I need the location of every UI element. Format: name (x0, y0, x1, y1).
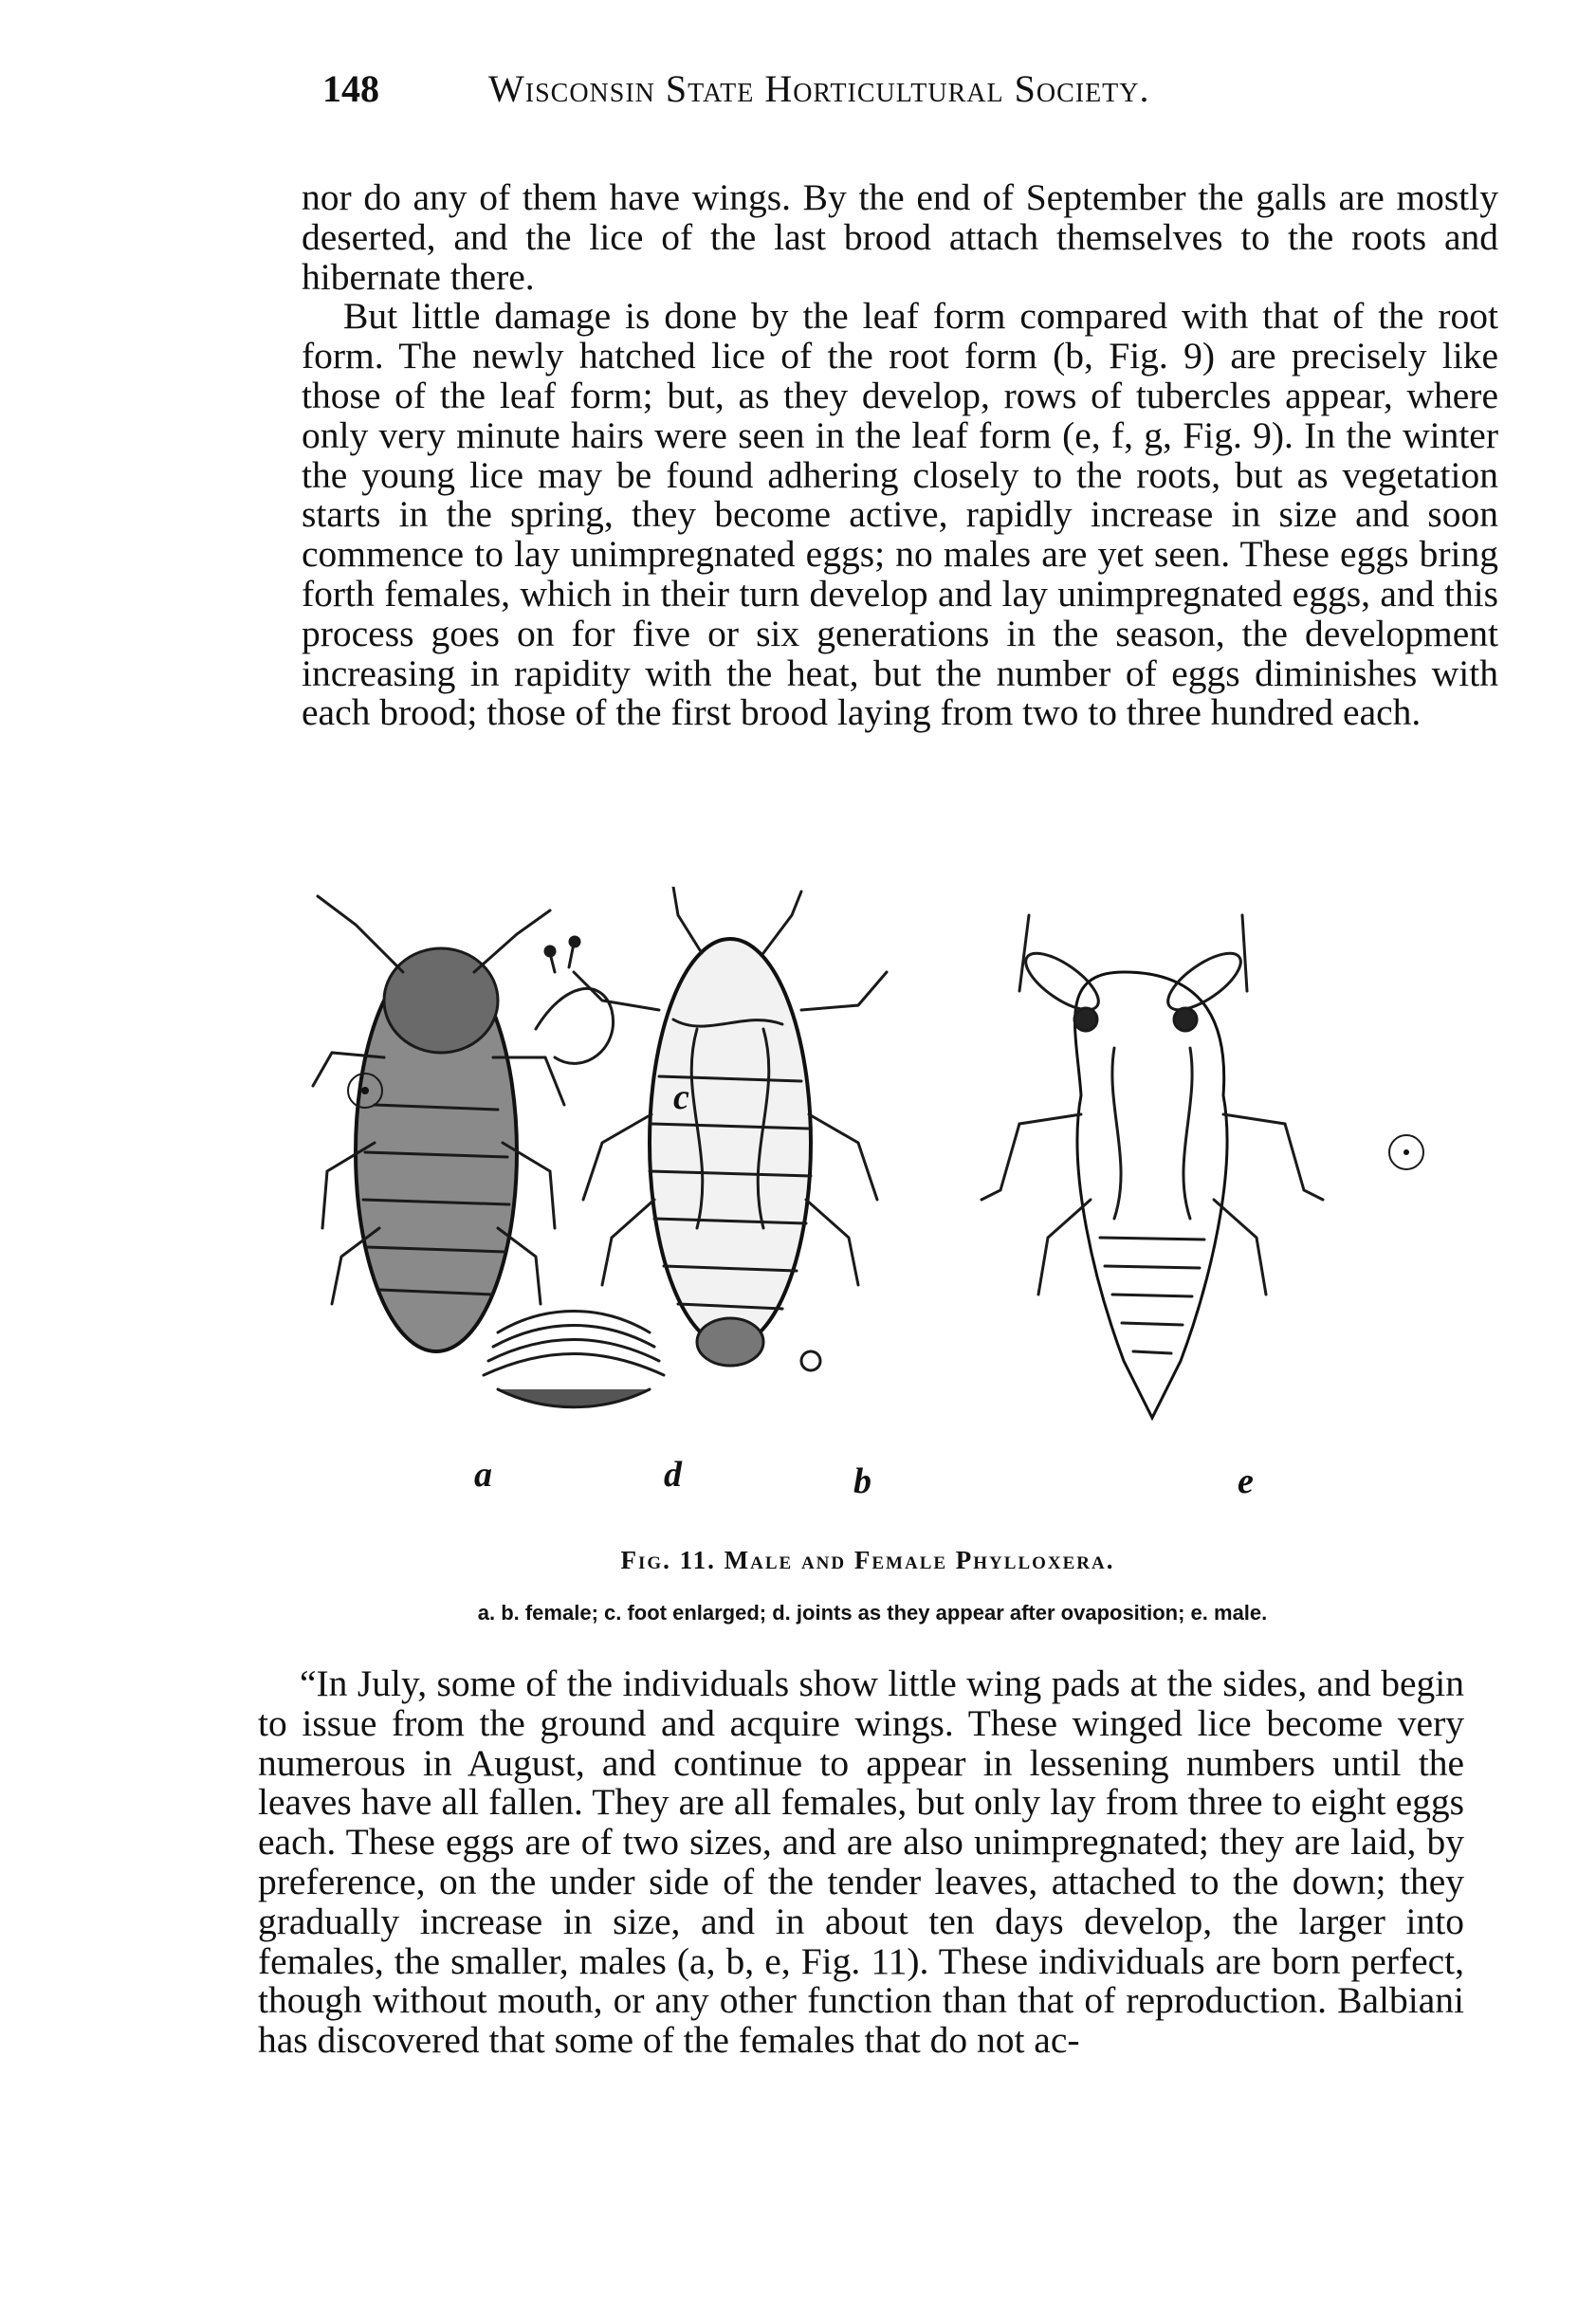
figure-subcaption: a. b. female; c. foot enlarged; d. joints as they appear after ovaposition; e. male. (477, 1601, 1268, 1625)
figure-d-joints (484, 1312, 664, 1407)
page-number: 148 (322, 67, 379, 110)
figure-label-d: d (664, 1455, 682, 1495)
insect-a-female (313, 896, 564, 1351)
insect-b-female (574, 887, 887, 1370)
figure-label-c: c (673, 1077, 689, 1117)
figure-label-a: a (474, 1455, 492, 1495)
paragraph-1: nor do any of them have wings. By the end of September the galls are mostly deserted, and the lice of the last brood attach themselves to the roots and hibernate there. (302, 176, 1498, 298)
paragraph-2: But little damage is done by the leaf form compared with that of the root form. The newly hatched lice of the root form (b, Fig. 9) are precisely like those of the leaf form; but, as they develop, rows of tubercles appear, where only very minute hairs were seen in the leaf form (e, f, g, Fig. 9). In the winter the young lice may be found adhering closely to the roots, but as vegetation starts in the spring, they become active, rapidly increase in size and soon commence to lay unimpregnated eggs; no males are yet seen. These eggs bring forth females, which in their turn develop and lay unimpregnated eggs, and this process goes on for five or six generations in the season, the development increasing in rapidity with the heat, but the number of eggs diminishes with each brood; those of the first brood laying from two to three hundred each. (302, 295, 1498, 734)
figure-label-e: e (1238, 1461, 1254, 1501)
figure-caption: Fig. 11. Male and Female Phylloxera. (620, 1546, 1115, 1574)
figure-11 (299, 887, 1437, 1503)
text-block-top (302, 178, 1498, 733)
phylloxera-illustration (299, 887, 1437, 1503)
page-header (322, 66, 1347, 133)
figure-label-b: b (853, 1461, 871, 1501)
paragraph-3: “In July, some of the individuals show little wing pads at the sides, and begin to issue from the ground and acquire wings. These winged lice become very numerous in August, and continue to appear in lessening numbers until the leaves have all fallen. They are all females, but only lay from three to eight eggs each. These eggs are of two sizes, and are also unimpregnated; they are laid, by preference, on the under side of the tender leaves, attached to the down; they gradually increase in size, and in about ten days develop, the larger into females, the smaller, males (a, b, e, Fig. 11). These individuals are born perfect, though without mouth, or any other function than that of reproduction. Balbiani has discovered that some of the females that do not ac- (258, 1662, 1464, 2062)
running-head: Wisconsin State Horticultural Society. (488, 67, 1150, 110)
text-block-bottom (258, 1664, 1464, 2061)
insect-e-male (981, 915, 1323, 1418)
